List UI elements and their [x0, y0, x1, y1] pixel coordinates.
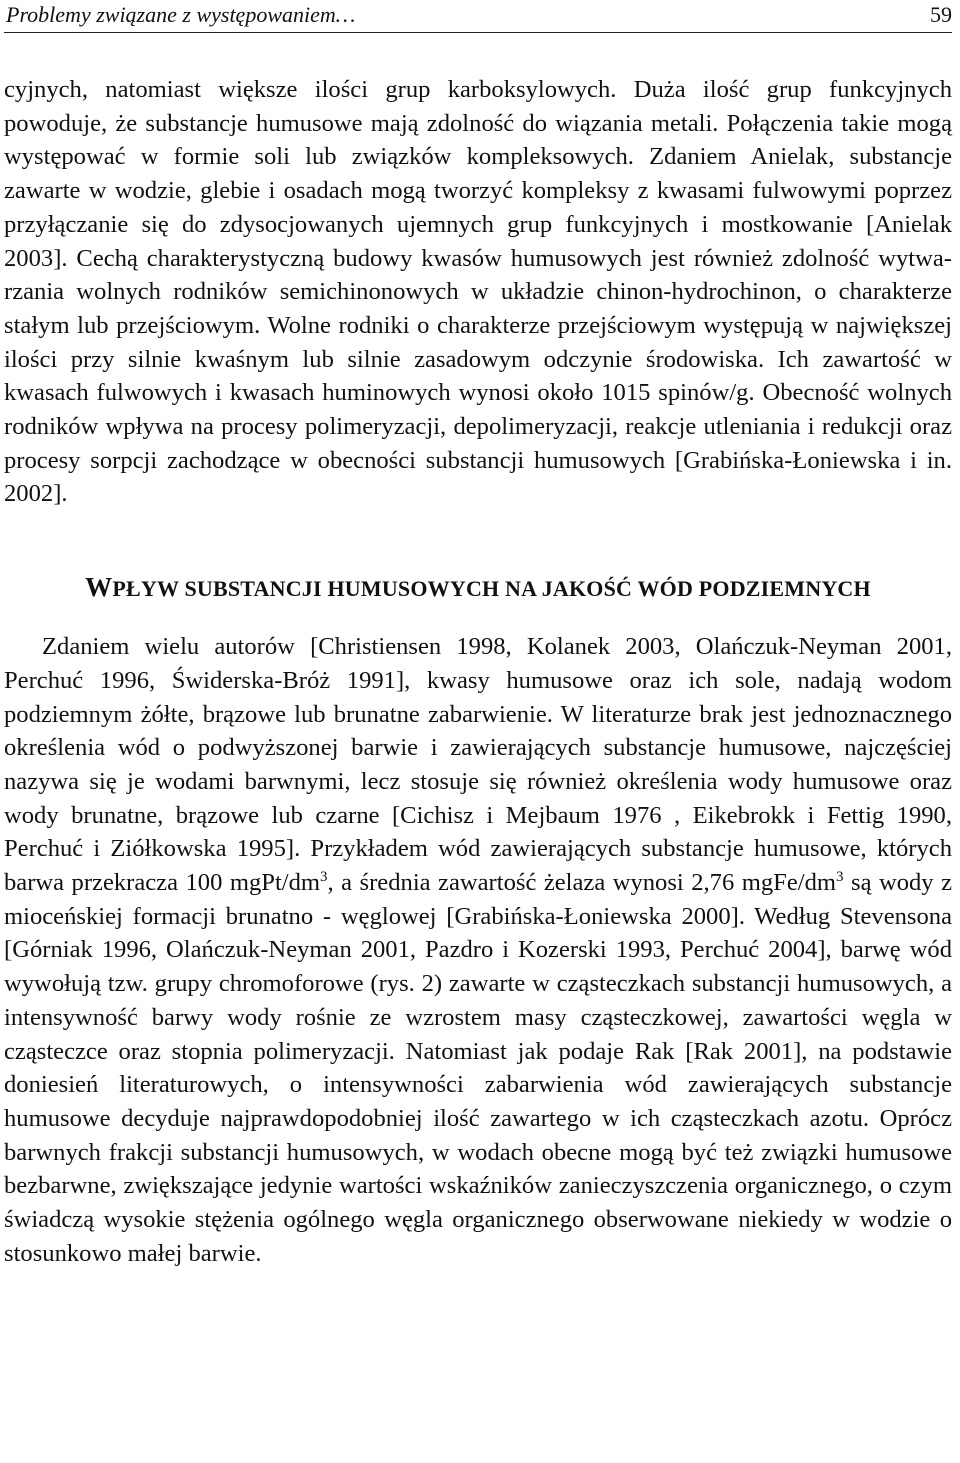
body-paragraph-1: cyjnych, natomiast większe ilości grup karboksylowych. Duża ilość grup funkcyjnych powoduje, że substancje humusowe mają zdolność do wiązania metali. Połączenia takie mogą występować w formie soli lub związków kompleksowych. Zdaniem Anielak, substancje zawarte w wodzie, glebie i osadach mogą tworzyć kompleksy z kwasami fulwowymi poprzez przyłączanie się do zdysocjowanych ujemnych grup funkcyjnych i mostkowanie [Anielak 2003]. Cechą charakterystyczną budowy kwasów humusowych jest również zdolność wytwarzania wolnych rodników semichinonowych w układzie chinon-hydrochinon, o charakterze stałym lub przejściowym. Wolne rodniki o charakterze przejściowym występują w największej ilości przy silnie kwaśnym lub silnie zasadowym odczynie środowiska. Ich zawartość w kwasach fulwowych i kwasach huminowych wynosi około 1015 spinów/g. Obecność wolnych rodników wpływa na procesy polimeryzacji, depolimeryzacji, reakcje utleniania i redukcji oraz procesy sorpcji zachodzące w obecności substancji humusowych [Grabińska-Łoniewska i in. 2002]. — [4, 76, 952, 508]
paragraph-2-part-2: , a średnia zawartość żelaza wynosi 2,76 mgFe/dm — [327, 869, 837, 897]
paragraph-2-part-3: są wody z mioceńskiej formacji brunatno - węglowej [Grabińska-Łoniewska 2000]. Według Stevensona [Górniak 1996, Olańczuk-Neyman 2001, Pazdro i Kozerski 1993, Perchuć 2004], barwę wód wywołują tzw. grupy chromoforowe (rys. 2) zawarte w cząsteczkach substancji humusowych, a intensywność barwy wody rośnie ze wzrostem masy cząsteczkowej, zawartości węgla w cząsteczce oraz stopnia polimeryzacji. Natomiast jak podaje Rak [Rak 2001], na podstawie doniesień literaturowych, o intensywności zabarwienia wód zawierających substancje humusowe decyduje najprawdopodobniej ilość zawartego w ich cząsteczkach azotu. Oprócz barwnych frakcji substancji humusowych, w wodach obecne mogą być też związki humusowe bezbarwne, zwiększające jedynie wartości wskaźników zanieczyszczenia organicznego, o czym świadczą wysokie stężenia ogólnego węgla organicznego obserwowane niekiedy w wodzie o stosunkowo małej barwie. — [4, 869, 952, 1267]
superscript-exponent-1: 3 — [320, 868, 328, 885]
running-header-title: Problemy związane z występowaniem… — [6, 2, 356, 27]
body-paragraph-2 — [4, 630, 952, 1270]
page-number: 59 — [930, 2, 952, 27]
section-heading-initial: W — [85, 572, 113, 603]
section-heading-text: PŁYW SUBSTANCJI HUMUSOWYCH NA JAKOŚĆ WÓD PODZIEMNYCH — [112, 576, 871, 602]
document-page — [4, 0, 952, 1271]
superscript-exponent-2: 3 — [836, 868, 844, 885]
paragraph-2-part-1: Zdaniem wielu autorów [Christiensen 1998, Kolanek 2003, Olańczuk-Neyman 2001, Perchuć 1996, Świderska-Bróż 1991], kwasy humusowe oraz ich sole, nadają wodom podziemnym żółte, brązowe lub brunatne zabarwienie. W literaturze brak jest jednoznacznego określenia wód o podwyższonej barwie i zawierających substancje humusowe, najczęściej nazywa się je wodami barwnymi, lecz stosuje się również określenia wody humusowe oraz wody brunatne, brązowe lub czarne [Cichisz i Mejbaum 1976 , Eikebrokk i Fettig 1990, Perchuć i Ziółkowska 1995]. Przykładem wód zawierających substancje humusowe, których barwa przekracza 100 mgPt/dm — [4, 633, 952, 897]
running-header — [4, 0, 952, 33]
section-heading — [4, 570, 952, 606]
